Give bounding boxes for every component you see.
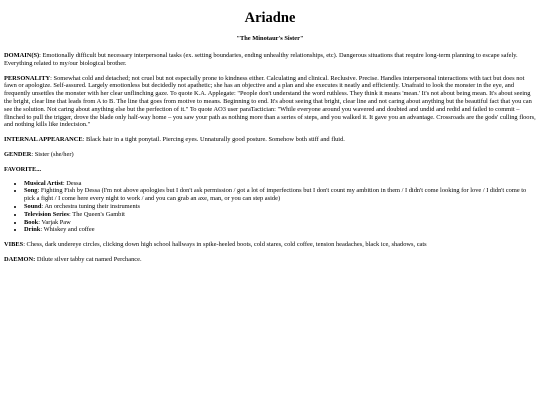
subtitle: "The Minotaur's Sister" bbox=[236, 35, 304, 42]
favorite-section bbox=[4, 166, 536, 174]
domains-text: : Emotionally difficult but necessary interpersonal tasks (ex. setting boundaries, ending unhealthy relationships, etc). Dangerous situations that require long-term planning to escape safely. Everything related to my/our biological brother. bbox=[4, 52, 518, 67]
favorite-item-text: : Varjak Paw bbox=[38, 218, 71, 226]
list-item bbox=[24, 180, 536, 188]
list-item bbox=[24, 203, 536, 211]
favorite-item-text: : The Queen's Gambit bbox=[69, 210, 125, 218]
daemon-section bbox=[4, 256, 536, 264]
favorite-item-text: : An orchestra tuning their instruments bbox=[41, 202, 140, 210]
favorite-label: FAVORITE... bbox=[4, 165, 42, 173]
favorite-item-text: : Whiskey and coffee bbox=[40, 226, 95, 234]
appearance-section bbox=[4, 136, 536, 144]
favorite-item-label: Book bbox=[24, 218, 39, 226]
gender-label: GENDER bbox=[4, 150, 32, 158]
favorite-item-text: : Dessa bbox=[62, 179, 82, 187]
personality-section bbox=[4, 75, 536, 130]
vibes-text: : Chess, dark undereye circles, clicking down high school hallways in spike-heeled boots, cold stares, cold coffee, tension headaches, black ice, shadows, cats bbox=[23, 241, 427, 249]
favorite-item-text: : Fighting Fish by Dessa (I'm not above apologies but I don't ask permission / got a lot of imperfections but I don't count my ambition in them / I didn't come looking for love / I didn't come to pick a fight / I come here every night to work / and you can grab an axe, man, or you can step aside) bbox=[24, 187, 527, 203]
domains-label: DOMAIN(S) bbox=[4, 52, 40, 59]
domains-section bbox=[4, 52, 536, 68]
personality-label: PERSONALITY bbox=[4, 74, 51, 82]
list-item bbox=[24, 211, 536, 219]
favorite-item-label: Song bbox=[24, 187, 38, 195]
vibes-section bbox=[4, 241, 536, 249]
favorite-item-label: Television Series bbox=[24, 210, 70, 218]
daemon-label: DAEMON: bbox=[4, 255, 36, 263]
favorite-item-label: Musical Artist bbox=[24, 179, 63, 187]
gender-section bbox=[4, 151, 536, 159]
favorite-list bbox=[4, 180, 536, 235]
favorite-item-label: Sound bbox=[24, 202, 42, 210]
personality-text: : Somewhat cold and detached; not cruel but not especially prone to kindness either. Calculating and clinical. Reclusive. Precise. Handles interpersonal interactions with tact but does not fawn or apologize. Self-assured. Largely emotionless but decidedly not apathetic; she has an objective and a plan and she executes it neatly and efficiently. Unafraid to look the monster in the eye, and frequently unsettles the monster with her clear unflinching gaze. To quote K.A. Applegate: "People don't understand the word ruthless. They think it means 'mean.' It's not about being mean. It's about seeing the bright, clear line that leads from A to B. The line that goes from motive to means. Beginning to end. It's about seeing that bright, clear line and not caring about anything but the beautiful fact that you can see the solution. Not caring about anything else but the perfection of it." To quote AO3 user paraTactician: "While everyone around you wavered and doubted and undid and redid and failed to commit – flinched to pull the trigger, drove the blade only half-way home – you saw your path as nothing more than a series of steps, and you walked it. It gave you an advantage. Crossroads are the gods' culling floors, and nothing kills like indecision." bbox=[4, 74, 536, 129]
daemon-text: Dilute silver tabby cat named Perchance. bbox=[35, 255, 142, 263]
page-title: Ariadne bbox=[244, 10, 296, 26]
list-item bbox=[24, 187, 536, 203]
favorite-item-label: Drink bbox=[24, 226, 41, 234]
appearance-label: INTERNAL APPEARANCE bbox=[4, 136, 83, 144]
gender-text: : Sister (she/her) bbox=[31, 150, 74, 158]
list-item bbox=[24, 226, 536, 234]
appearance-text: : Black hair in a tight ponytail. Piercing eyes. Unnaturally good posture. Somehow both stiff and fluid. bbox=[82, 136, 345, 144]
vibes-label: VIBES bbox=[4, 241, 24, 249]
list-item bbox=[24, 219, 536, 227]
